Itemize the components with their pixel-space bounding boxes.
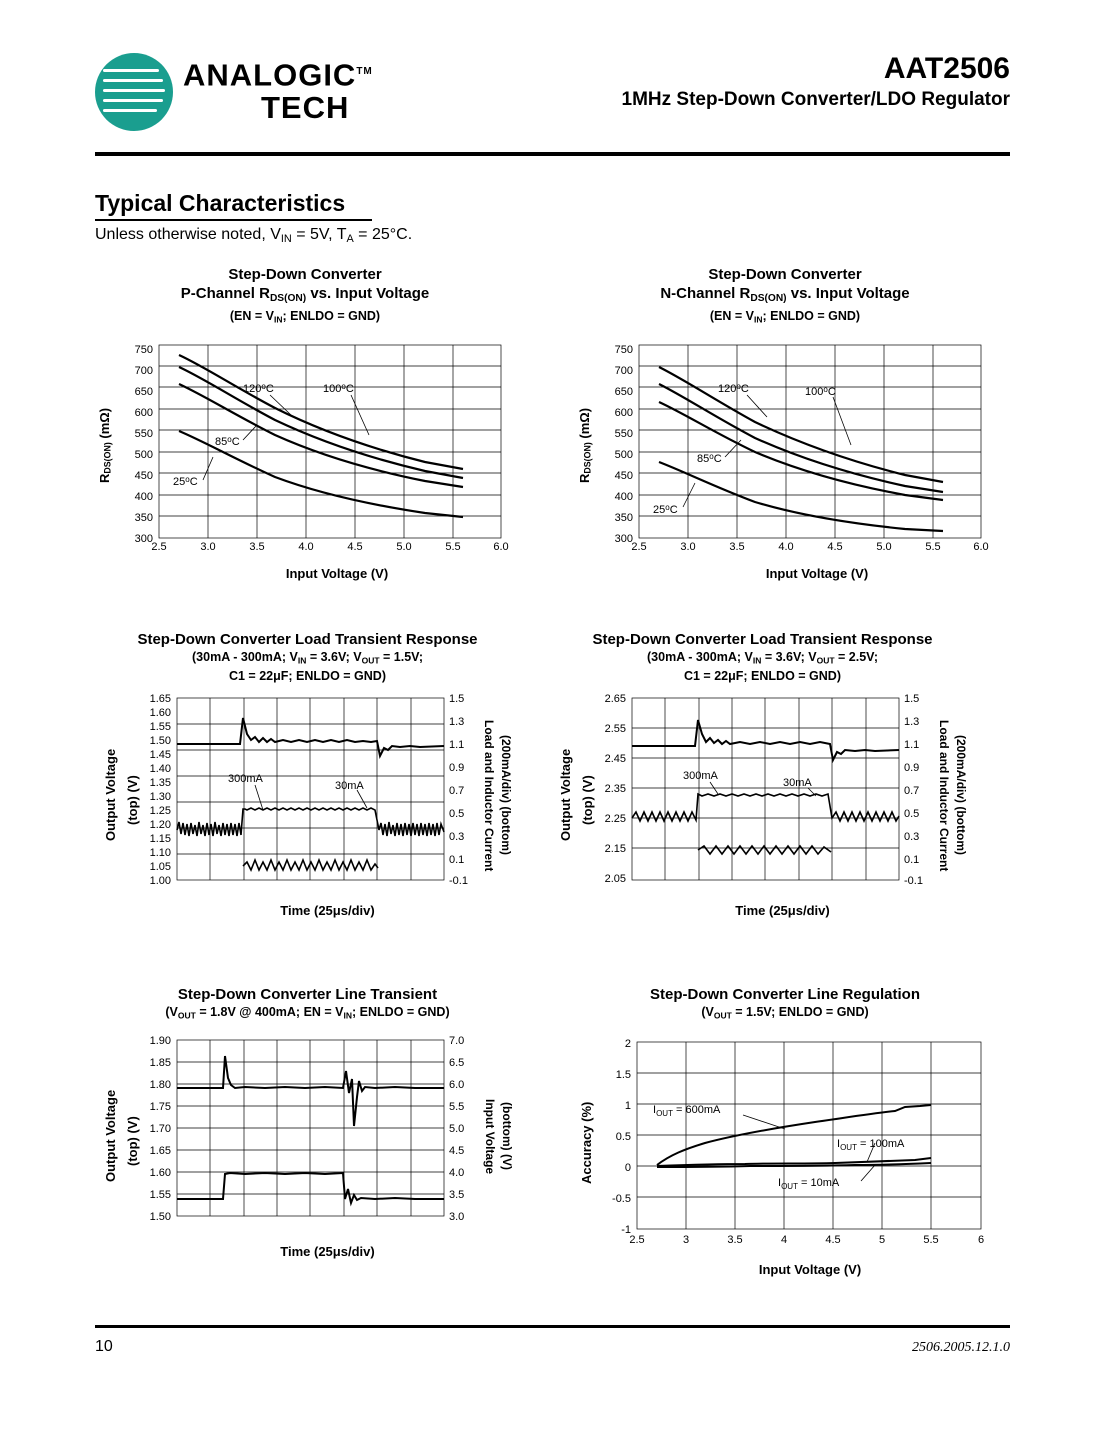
y-axis-label-left: Output Voltage [103, 749, 118, 842]
logo-analogic-text: ANALOGIC [183, 57, 357, 93]
figure-line-regulation [575, 985, 995, 1277]
svg-text:3.0: 3.0 [449, 1211, 465, 1224]
svg-text:30mA: 30mA [335, 780, 364, 793]
svg-text:5: 5 [878, 1234, 886, 1247]
svg-text:600: 600 [134, 407, 153, 420]
y-axis-label: Accuracy (%) [579, 1102, 594, 1185]
svg-text:1.35: 1.35 [149, 777, 171, 790]
svg-text:100oC: 100$^o$C [805, 385, 836, 399]
figure-subtitle: ($EN = V_{IN}$; ENLDO = GND) [709, 308, 861, 325]
svg-text:1.5: 1.5 [615, 1069, 631, 1082]
svg-text:400: 400 [614, 491, 633, 504]
svg-text:6.0: 6.0 [449, 1079, 465, 1092]
svg-text:3.0: 3.0 [680, 541, 696, 551]
y-axis-label-left-units: (top) (V) [125, 775, 140, 826]
figure-nchannel-rdson [575, 265, 995, 581]
analogic-tech-logo [95, 45, 395, 140]
svg-text:-0.1: -0.1 [449, 875, 468, 888]
svg-text:550: 550 [614, 428, 633, 441]
svg-text:700: 700 [614, 365, 633, 378]
svg-text:1.20: 1.20 [149, 819, 171, 832]
svg-text:1.55: 1.55 [149, 1189, 171, 1202]
svg-text:750: 750 [614, 344, 633, 357]
svg-text:4.0: 4.0 [778, 541, 794, 551]
svg-text:4: 4 [780, 1234, 788, 1247]
logo-tech-text: TECH [261, 90, 350, 126]
figure-subtitle: ($V_{OUT} = 1.8V$ @ 400mA; EN = $V_{IN}$; ENLDO = GND) [165, 1005, 450, 1021]
svg-text:25oC: 25$^o$C [173, 475, 198, 489]
svg-text:5.5: 5.5 [925, 541, 941, 551]
svg-text:3.5: 3.5 [449, 1189, 465, 1202]
svg-text:300mA: 300mA [683, 770, 718, 783]
svg-text:1.45: 1.45 [149, 749, 171, 762]
svg-text:1.70: 1.70 [149, 1123, 171, 1136]
svg-text:0.7: 0.7 [904, 785, 920, 798]
svg-text:2.45: 2.45 [604, 753, 626, 766]
svg-text:1.50: 1.50 [149, 1211, 171, 1224]
note-a: A [346, 233, 354, 246]
svg-text:600: 600 [614, 407, 633, 420]
svg-text:4.5: 4.5 [347, 541, 363, 551]
y-axis-label-right: Input Voltage [483, 1098, 497, 1174]
svg-text:1.90: 1.90 [149, 1035, 171, 1048]
figure-subtitle: (30mA - 300mA; $V_{IN} = 3.6V$; $V_{OUT} = 2.5V$; C1 = 22μF; ENLDO = GND) [647, 650, 878, 684]
y-axis-label-left-units: (top) (V) [125, 1116, 140, 1167]
svg-text:85oC: 85$^o$C [697, 452, 722, 466]
figure-subtitle: (30mA - 300mA; $V_{IN} = 3.6V$; $V_{OUT} = 1.5V$; C1 = 22μF; ENLDO = GND) [192, 650, 423, 684]
svg-text:1.1: 1.1 [904, 739, 920, 752]
svg-text:85oC: 85$^o$C [215, 435, 240, 449]
svg-text:4.5: 4.5 [825, 1234, 841, 1247]
svg-text:1.75: 1.75 [149, 1101, 171, 1114]
figure-pchannel-rdson [95, 265, 515, 581]
svg-text:IOUT = 600mA: $I_{OUT} = 600mA$ [653, 1104, 721, 1119]
svg-text:650: 650 [614, 386, 633, 399]
header-title-block [622, 51, 1010, 113]
svg-text:2.5: 2.5 [151, 541, 167, 551]
svg-text:1.40: 1.40 [149, 763, 171, 776]
svg-text:1.30: 1.30 [149, 791, 171, 804]
svg-text:0.9: 0.9 [904, 762, 920, 775]
svg-text:1.25: 1.25 [149, 805, 171, 818]
svg-text:0.9: 0.9 [449, 762, 465, 775]
svg-text:550: 550 [134, 428, 153, 441]
svg-text:1.65: 1.65 [149, 693, 171, 706]
note-in: IN [280, 233, 292, 246]
figure-subtitle: ($EN = V_{IN}$; ENLDO = GND) [229, 308, 381, 325]
svg-text:7.0: 7.0 [449, 1035, 465, 1048]
svg-text:400: 400 [134, 491, 153, 504]
svg-text:2: 2 [624, 1038, 631, 1051]
plot-area [95, 335, 515, 550]
svg-text:350: 350 [614, 512, 633, 525]
svg-text:750: 750 [134, 344, 153, 357]
y-axis-label-left-units: (top) (V) [580, 775, 595, 826]
svg-text:1.5: 1.5 [904, 693, 920, 706]
svg-text:-0.1: -0.1 [904, 875, 923, 888]
svg-text:1.3: 1.3 [904, 716, 920, 729]
svg-text:IOUT = 10mA: $I_{OUT} = 10mA$ [778, 1177, 840, 1192]
svg-text:120oC: 120$^o$C [718, 382, 749, 396]
svg-text:0.1: 0.1 [449, 854, 465, 867]
plot-area [95, 690, 520, 895]
x-axis-label: Input Voltage (V) [285, 566, 389, 582]
svg-text:500: 500 [614, 449, 633, 462]
figure-title: Step-Down Converter Line Regulation [649, 986, 920, 1003]
svg-text:1.50: 1.50 [149, 735, 171, 748]
part-subtitle: 1MHz Step-Down Converter/LDO Regulator [621, 89, 1010, 110]
svg-text:0.3: 0.3 [449, 831, 465, 844]
svg-text:2.55: 2.55 [604, 723, 626, 736]
x-axis-label: Input Voltage (V) [765, 566, 869, 582]
svg-text:30mA: 30mA [783, 777, 812, 790]
footer-divider [95, 1325, 1010, 1328]
figure-title: Step-Down Converter N-Channel $R_{DS(ON)}$ vs. Input Voltage [660, 266, 910, 304]
svg-text:6.0: 6.0 [493, 541, 509, 551]
svg-text:120oC: 120$^o$C [243, 382, 274, 396]
svg-text:0.7: 0.7 [449, 785, 465, 798]
y-axis-label-right-units: (bottom) (V) [500, 1102, 514, 1171]
svg-text:700: 700 [134, 365, 153, 378]
svg-text:5.5: 5.5 [923, 1234, 939, 1247]
svg-text:1.3: 1.3 [449, 716, 465, 729]
svg-text:0.5: 0.5 [449, 808, 465, 821]
svg-text:1.1: 1.1 [449, 739, 465, 752]
svg-text:IOUT = 100mA: $I_{OUT} = 100mA$ [837, 1138, 905, 1153]
svg-text:6: 6 [977, 1234, 985, 1247]
svg-text:0.5: 0.5 [904, 808, 920, 821]
plot-area [95, 1031, 520, 1236]
svg-text:5.0: 5.0 [876, 541, 892, 551]
y-axis-label-right-units: (200mA/div) (bottom) [499, 735, 513, 856]
y-axis-label-left: Output Voltage [558, 749, 573, 842]
svg-text:5.0: 5.0 [396, 541, 412, 551]
plot-area [575, 335, 995, 550]
svg-text:650: 650 [134, 386, 153, 399]
svg-text:25oC: 25$^o$C [653, 503, 678, 517]
svg-text:0.3: 0.3 [904, 831, 920, 844]
note-prefix: Unless otherwise noted, V [95, 226, 281, 243]
svg-text:4.0: 4.0 [449, 1167, 465, 1180]
plot-area [575, 1033, 995, 1248]
svg-text:5.5: 5.5 [449, 1101, 465, 1114]
header-divider [95, 152, 1010, 156]
svg-text:3.5: 3.5 [249, 541, 265, 551]
svg-text:350: 350 [134, 512, 153, 525]
svg-text:450: 450 [614, 470, 633, 483]
svg-text:450: 450 [134, 470, 153, 483]
svg-text:3.5: 3.5 [727, 1234, 743, 1247]
svg-text:1.00: 1.00 [149, 875, 171, 888]
svg-text:3.5: 3.5 [729, 541, 745, 551]
svg-text:1.05: 1.05 [149, 861, 171, 874]
svg-text:4.0: 4.0 [298, 541, 314, 551]
svg-text:2.35: 2.35 [604, 783, 626, 796]
y-axis-label: $R_{DS(ON)}$ (mΩ) [97, 407, 113, 483]
svg-text:100oC: 100$^o$C [323, 382, 354, 396]
svg-text:2.05: 2.05 [604, 873, 626, 886]
note-mid: = 5V, T [291, 226, 347, 243]
svg-text:1.15: 1.15 [149, 833, 171, 846]
part-number: AAT2506 [883, 52, 1010, 85]
svg-text:0: 0 [624, 1162, 631, 1175]
conditions-note [95, 226, 412, 245]
figure-title: Step-Down Converter Line Transient [177, 986, 438, 1003]
document-id: 2506.2005.12.1.0 [912, 1340, 1010, 1355]
svg-text:1.10: 1.10 [149, 847, 171, 860]
page-title: Typical Characteristics [95, 190, 346, 216]
page-number: 10 [95, 1338, 113, 1355]
svg-text:-0.5: -0.5 [612, 1193, 631, 1206]
svg-text:300mA: 300mA [228, 773, 263, 786]
svg-text:1.5: 1.5 [449, 693, 465, 706]
y-axis-label: $R_{DS(ON)}$ (mΩ) [577, 407, 593, 483]
y-axis-label-right: Load and Inductor Current [937, 719, 951, 872]
x-axis-label: Time (25μs/div) [280, 903, 375, 919]
svg-text:2.25: 2.25 [604, 813, 626, 826]
svg-text:0.1: 0.1 [904, 854, 920, 867]
figure-subtitle: ($V_{OUT} = 1.5V$; ENLDO = GND) [701, 1005, 869, 1021]
svg-text:2.5: 2.5 [631, 541, 647, 551]
svg-text:1.85: 1.85 [149, 1057, 171, 1070]
svg-text:4.5: 4.5 [827, 541, 843, 551]
svg-text:300: 300 [614, 533, 633, 546]
svg-text:3: 3 [682, 1234, 690, 1247]
y-axis-label-right-units: (200mA/div) (bottom) [954, 735, 968, 856]
figure-line-transient [95, 985, 520, 1259]
x-axis-label: Time (25μs/div) [735, 903, 830, 919]
page-header [95, 45, 1010, 155]
svg-text:1.80: 1.80 [149, 1079, 171, 1092]
svg-text:300: 300 [134, 533, 153, 546]
x-axis-label: Input Voltage (V) [758, 1262, 862, 1278]
figure-load-transient-2v5 [550, 630, 975, 918]
figure-load-transient-1v5 [95, 630, 520, 918]
svg-text:3.0: 3.0 [200, 541, 216, 551]
svg-text:1.55: 1.55 [149, 721, 171, 734]
svg-text:0.5: 0.5 [615, 1131, 631, 1144]
note-suffix: = 25°C. [353, 226, 413, 243]
y-axis-label-right: Load and Inductor Current [482, 719, 496, 872]
y-axis-label-left: Output Voltage [103, 1090, 118, 1183]
svg-text:5.0: 5.0 [449, 1123, 465, 1136]
svg-text:1.60: 1.60 [149, 1167, 171, 1180]
figure-title: Step-Down Converter P-Channel $R_{DS(ON)}$ vs. Input Voltage [180, 266, 430, 304]
figure-title: Step-Down Converter Load Transient Response [592, 631, 933, 648]
svg-text:1.65: 1.65 [149, 1145, 171, 1158]
svg-text:2.65: 2.65 [604, 693, 626, 706]
svg-text:2.5: 2.5 [629, 1234, 645, 1247]
page-title-underline [95, 219, 372, 221]
x-axis-label: Time (25μs/div) [280, 1244, 375, 1260]
svg-text:500: 500 [134, 449, 153, 462]
plot-area [550, 690, 975, 895]
trademark-icon: TM [356, 66, 373, 77]
logo-mark-icon [95, 53, 173, 131]
svg-text:5.5: 5.5 [445, 541, 461, 551]
svg-text:6.0: 6.0 [973, 541, 989, 551]
figure-title: Step-Down Converter Load Transient Response [137, 631, 478, 648]
svg-text:1.60: 1.60 [149, 707, 171, 720]
svg-text:6.5: 6.5 [449, 1057, 465, 1070]
svg-text:-1: -1 [621, 1224, 631, 1237]
svg-text:4.5: 4.5 [449, 1145, 465, 1158]
svg-text:1: 1 [624, 1100, 631, 1113]
svg-text:2.15: 2.15 [604, 843, 626, 856]
